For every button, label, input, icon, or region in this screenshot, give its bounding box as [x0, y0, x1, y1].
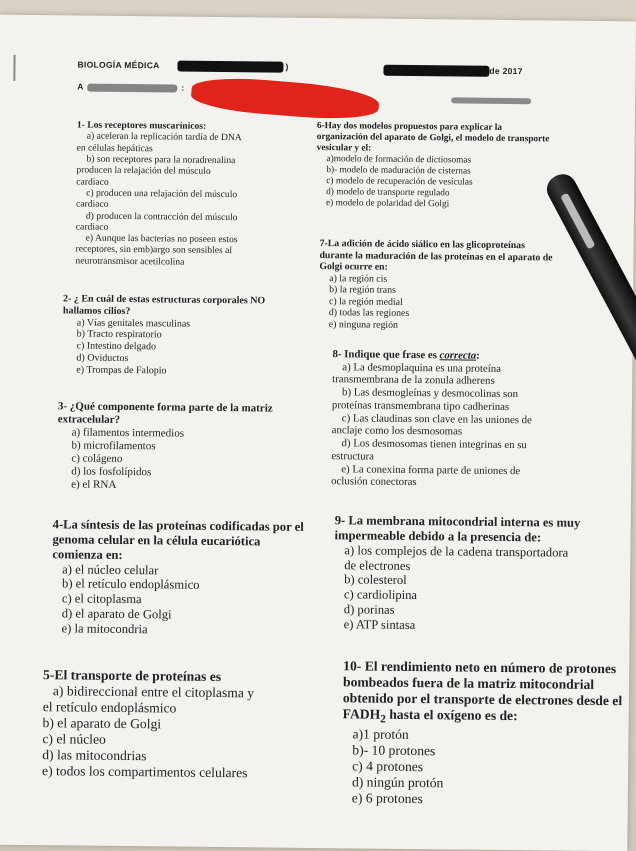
question-1	[75, 119, 292, 268]
option: d) modelo de transporte regulado	[326, 186, 450, 199]
question-9	[334, 513, 605, 635]
option: c) colágeno	[71, 452, 123, 465]
option-line: cardiaco	[75, 198, 109, 211]
option: e) la mitocondria	[61, 621, 148, 637]
option: b)- 10 protones	[352, 742, 436, 759]
option-line: de electrones	[344, 557, 411, 573]
question-title: 7-La adición de ácido siálico en las glicoproteínas durante la maduración de las proteínas en el aparato de Golgi ocurre en:	[319, 238, 553, 273]
question-3	[57, 400, 298, 493]
option: c) 4 protones	[352, 758, 424, 775]
exam-date: de 2017	[489, 65, 523, 77]
redaction-bar	[177, 61, 283, 73]
option: e) La conexina forma parte de uniones de	[341, 462, 521, 477]
option: d) Oviductos	[76, 352, 129, 365]
option: e) ninguna región	[328, 318, 398, 331]
option: d) ningún protón	[351, 774, 444, 791]
question-2	[62, 293, 293, 378]
option: a) aceleran la replicación tardía de DNA	[86, 130, 242, 144]
option: e) Trompas de Falopio	[76, 364, 167, 377]
title-emphasis: correcta	[439, 349, 477, 362]
option: c) el núcleo	[42, 731, 106, 747]
question-title: 4-La síntesis de las proteínas codificadas por el genoma celular en la célula eucariótica comienza en:	[52, 517, 304, 562]
question-title: 6-Hay dos modelos propuestos para explicar la organización del aparato de Golgi, el modelo de transporte vesicular y el:	[316, 120, 550, 154]
redaction-bar	[383, 65, 489, 77]
option: e) 6 protones	[351, 790, 423, 807]
question-10	[342, 658, 636, 809]
exam-sheet	[0, 15, 636, 851]
option-line: receptores, sin emb)argo son sensibles al	[75, 243, 233, 257]
name-redaction	[87, 84, 177, 93]
option: e) todos los compartimentos celulares	[42, 763, 248, 781]
option: b) son receptores para la noradrenalina	[86, 153, 236, 167]
question-title: 1- Los receptores muscarínicos:	[76, 119, 207, 132]
option: d) el aparato de Golgi	[61, 606, 172, 622]
option: b)- modelo de maduración de cisternas	[326, 164, 471, 177]
option-line: anclaje como los desmosomas	[331, 424, 463, 438]
option: b) colesterol	[344, 572, 407, 588]
option: a) el núcleo celular	[62, 561, 159, 577]
title-subscript: 2	[380, 713, 386, 726]
title-text: 8- Indique que frase es	[332, 348, 440, 362]
option: b) el retículo endoplásmico	[61, 576, 200, 593]
option-line: proteínas transmembrana tipo cadherinas	[331, 399, 510, 413]
option: a)1 protón	[352, 726, 409, 743]
title-colon: :	[476, 349, 480, 362]
question-title: 5-El transporte de proteínas es	[43, 667, 222, 685]
header-paren: )	[285, 61, 289, 72]
option: c) el citoplasma	[61, 591, 142, 607]
option: a) filamentos intermedios	[71, 426, 185, 440]
option: b) Tracto respiratorio	[76, 328, 162, 341]
option: d) porinas	[343, 602, 395, 617]
option-line: estructura	[331, 450, 375, 463]
option: e) modelo de polaridad del Golgi	[326, 197, 450, 210]
option: c) Las claudinas son clave en las uniones de	[341, 411, 532, 426]
name-colon: :	[181, 82, 185, 93]
option: e) Aunque las bacterias no poseen estos	[85, 232, 238, 246]
option: c) la región medial	[328, 295, 403, 308]
option: a) bidireccional entre el citoplasma y	[52, 683, 255, 701]
option-line: oclusión conectoras	[331, 475, 417, 489]
option: a) la región cis	[329, 272, 388, 285]
question-title	[343, 658, 636, 729]
question-title: 9- La membrana mitocondrial interna es muy impermeable debido a la presencia de:	[334, 513, 581, 545]
option: d) todas las regiones	[328, 307, 410, 320]
title-text: 10- El rendimiento neto en número de protones bombeados fuera de la matriz mitocondrial obtenido por el transporte de electrones desde el FADH	[342, 658, 623, 722]
pen-mark	[13, 55, 15, 81]
option: b) la región trans	[329, 284, 396, 297]
option: a) La desmoplaquina es una proteína	[342, 361, 502, 375]
question-4	[52, 517, 308, 639]
title-end: hasta el oxígeno es de:	[385, 706, 518, 724]
question-6	[316, 121, 552, 211]
option: c) cardiolipina	[343, 587, 418, 603]
question-5	[42, 667, 323, 782]
option-line: neurotransmisor acetilcolina	[75, 255, 185, 268]
option: d) producen la contracción del músculo	[85, 210, 238, 223]
option-line: transmembrana de la zonula adherens	[332, 373, 495, 388]
option: e) ATP sintasa	[343, 617, 416, 633]
option: e) el RNA	[71, 478, 117, 491]
red-scribble-redaction	[190, 74, 380, 123]
option-line: cardiaco	[75, 221, 109, 233]
option: c) modelo de recuperación de vesículas	[326, 175, 473, 188]
option: c) Intestino delgado	[76, 340, 157, 353]
option-line: en células hepáticas	[76, 142, 153, 154]
option-line: el retículo endoplásmico	[42, 699, 177, 716]
option: d) Los desmosomas tienen integrinas en su	[341, 437, 527, 452]
option: d) las mitocondrias	[42, 747, 147, 764]
question-title: 3- ¿Qué componente forma parte de la matriz extracelular?	[57, 400, 273, 426]
option: b) microfilamentos	[71, 439, 156, 453]
option-line: producen la relajación del músculo	[76, 164, 211, 178]
redaction-bar	[451, 97, 531, 104]
option: d) los fosfolípidos	[71, 465, 152, 479]
question-7	[319, 238, 555, 333]
course-title: BIOLOGÍA MÉDICA	[77, 59, 160, 71]
option: a)modelo de formación de dictiosomas	[326, 154, 472, 166]
option: a) Vías genitales masculinas	[76, 317, 191, 330]
option: b) el aparato de Golgi	[42, 715, 162, 732]
option-line: cardiaco	[76, 176, 109, 188]
question-8	[331, 348, 582, 491]
name-label: A	[77, 81, 84, 92]
question-title: 2- ¿ En cuál de estas estructuras corporales NO hallamos cilios?	[62, 293, 266, 317]
option: b) Las desmogleínas y desmocolinas son	[342, 386, 519, 401]
option: a) los complejos de la cadena transportadora	[344, 543, 569, 560]
option: c) producen una relajación del músculo	[86, 187, 238, 201]
